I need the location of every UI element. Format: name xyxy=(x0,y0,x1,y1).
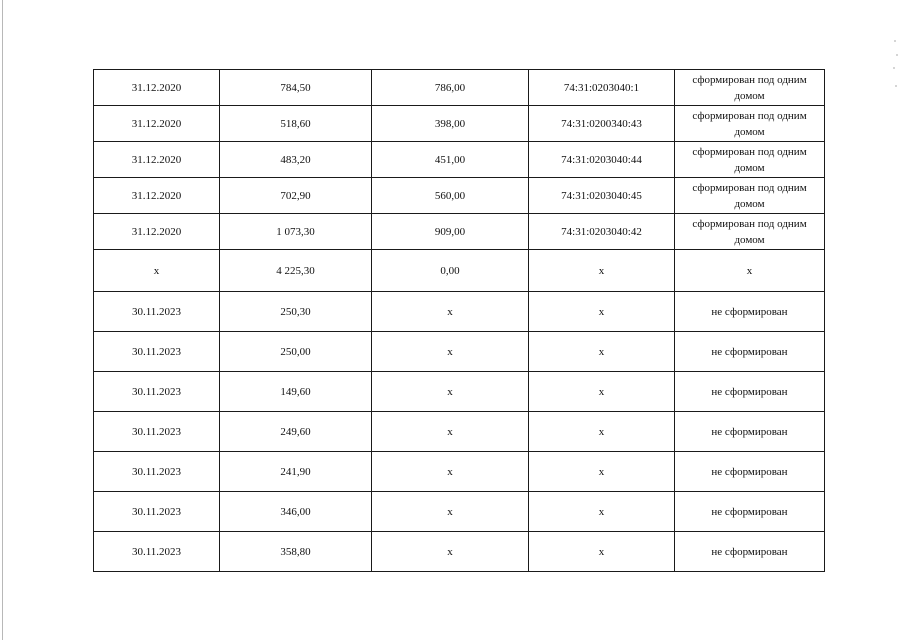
land-area-cell: 398,00 xyxy=(372,106,529,142)
cadastral-number-cell: х xyxy=(529,412,675,452)
date-cell: 31.12.2020 xyxy=(94,178,220,214)
area-cell: 518,60 xyxy=(220,106,372,142)
date-cell: х xyxy=(94,250,220,292)
cadastral-number-cell: х xyxy=(529,250,675,292)
status-cell: сформирован под одним домом xyxy=(675,178,825,214)
area-cell: 149,60 xyxy=(220,372,372,412)
land-area-cell: 451,00 xyxy=(372,142,529,178)
table-row xyxy=(94,332,825,372)
data-table xyxy=(93,69,825,572)
date-cell: 30.11.2023 xyxy=(94,292,220,332)
land-area-cell: х xyxy=(372,492,529,532)
cadastral-number-cell: х xyxy=(529,372,675,412)
status-cell: сформирован под одним домом xyxy=(675,70,825,106)
date-cell: 30.11.2023 xyxy=(94,452,220,492)
date-cell: 30.11.2023 xyxy=(94,492,220,532)
area-cell: 1 073,30 xyxy=(220,214,372,250)
land-area-cell: х xyxy=(372,292,529,332)
table-row xyxy=(94,214,825,250)
table-row xyxy=(94,292,825,332)
status-cell: не сформирован xyxy=(675,532,825,572)
cadastral-number-cell: 74:31:0203040:45 xyxy=(529,178,675,214)
table-row xyxy=(94,106,825,142)
table-row xyxy=(94,142,825,178)
cadastral-number-cell: х xyxy=(529,332,675,372)
land-area-cell: х xyxy=(372,372,529,412)
date-cell: 31.12.2020 xyxy=(94,106,220,142)
date-cell: 30.11.2023 xyxy=(94,332,220,372)
table-row-total xyxy=(94,250,825,292)
area-cell: 241,90 xyxy=(220,452,372,492)
area-cell: 4 225,30 xyxy=(220,250,372,292)
land-area-cell: х xyxy=(372,412,529,452)
date-cell: 30.11.2023 xyxy=(94,532,220,572)
table-row xyxy=(94,178,825,214)
area-cell: 784,50 xyxy=(220,70,372,106)
status-cell: сформирован под одним домом xyxy=(675,214,825,250)
land-area-cell: х xyxy=(372,332,529,372)
area-cell: 702,90 xyxy=(220,178,372,214)
table-row xyxy=(94,412,825,452)
land-area-cell: 0,00 xyxy=(372,250,529,292)
status-cell: сформирован под одним домом xyxy=(675,106,825,142)
cadastral-number-cell: 74:31:0203040:42 xyxy=(529,214,675,250)
cadastral-number-cell: х xyxy=(529,452,675,492)
table-row xyxy=(94,452,825,492)
status-cell: не сформирован xyxy=(675,412,825,452)
area-cell: 249,60 xyxy=(220,412,372,452)
cadastral-number-cell: 74:31:0200340:43 xyxy=(529,106,675,142)
area-cell: 250,30 xyxy=(220,292,372,332)
land-area-cell: 909,00 xyxy=(372,214,529,250)
area-cell: 250,00 xyxy=(220,332,372,372)
page-edge-line xyxy=(2,0,3,640)
status-cell: не сформирован xyxy=(675,292,825,332)
cadastral-number-cell: х xyxy=(529,292,675,332)
table-row xyxy=(94,492,825,532)
date-cell: 31.12.2020 xyxy=(94,142,220,178)
cadastral-number-cell: 74:31:0203040:44 xyxy=(529,142,675,178)
date-cell: 31.12.2020 xyxy=(94,214,220,250)
cadastral-number-cell: 74:31:0203040:1 xyxy=(529,70,675,106)
status-cell: не сформирован xyxy=(675,372,825,412)
scan-artifacts xyxy=(893,40,899,100)
status-cell: не сформирован xyxy=(675,332,825,372)
status-cell: х xyxy=(675,250,825,292)
table-row xyxy=(94,70,825,106)
status-cell: не сформирован xyxy=(675,492,825,532)
date-cell: 30.11.2023 xyxy=(94,372,220,412)
date-cell: 30.11.2023 xyxy=(94,412,220,452)
land-area-cell: х xyxy=(372,532,529,572)
status-cell: сформирован под одним домом xyxy=(675,142,825,178)
date-cell: 31.12.2020 xyxy=(94,70,220,106)
table-row xyxy=(94,372,825,412)
area-cell: 483,20 xyxy=(220,142,372,178)
land-area-cell: 560,00 xyxy=(372,178,529,214)
status-cell: не сформирован xyxy=(675,452,825,492)
land-area-cell: 786,00 xyxy=(372,70,529,106)
cadastral-number-cell: х xyxy=(529,492,675,532)
area-cell: 346,00 xyxy=(220,492,372,532)
table-row xyxy=(94,532,825,572)
cadastral-number-cell: х xyxy=(529,532,675,572)
area-cell: 358,80 xyxy=(220,532,372,572)
land-area-cell: х xyxy=(372,452,529,492)
